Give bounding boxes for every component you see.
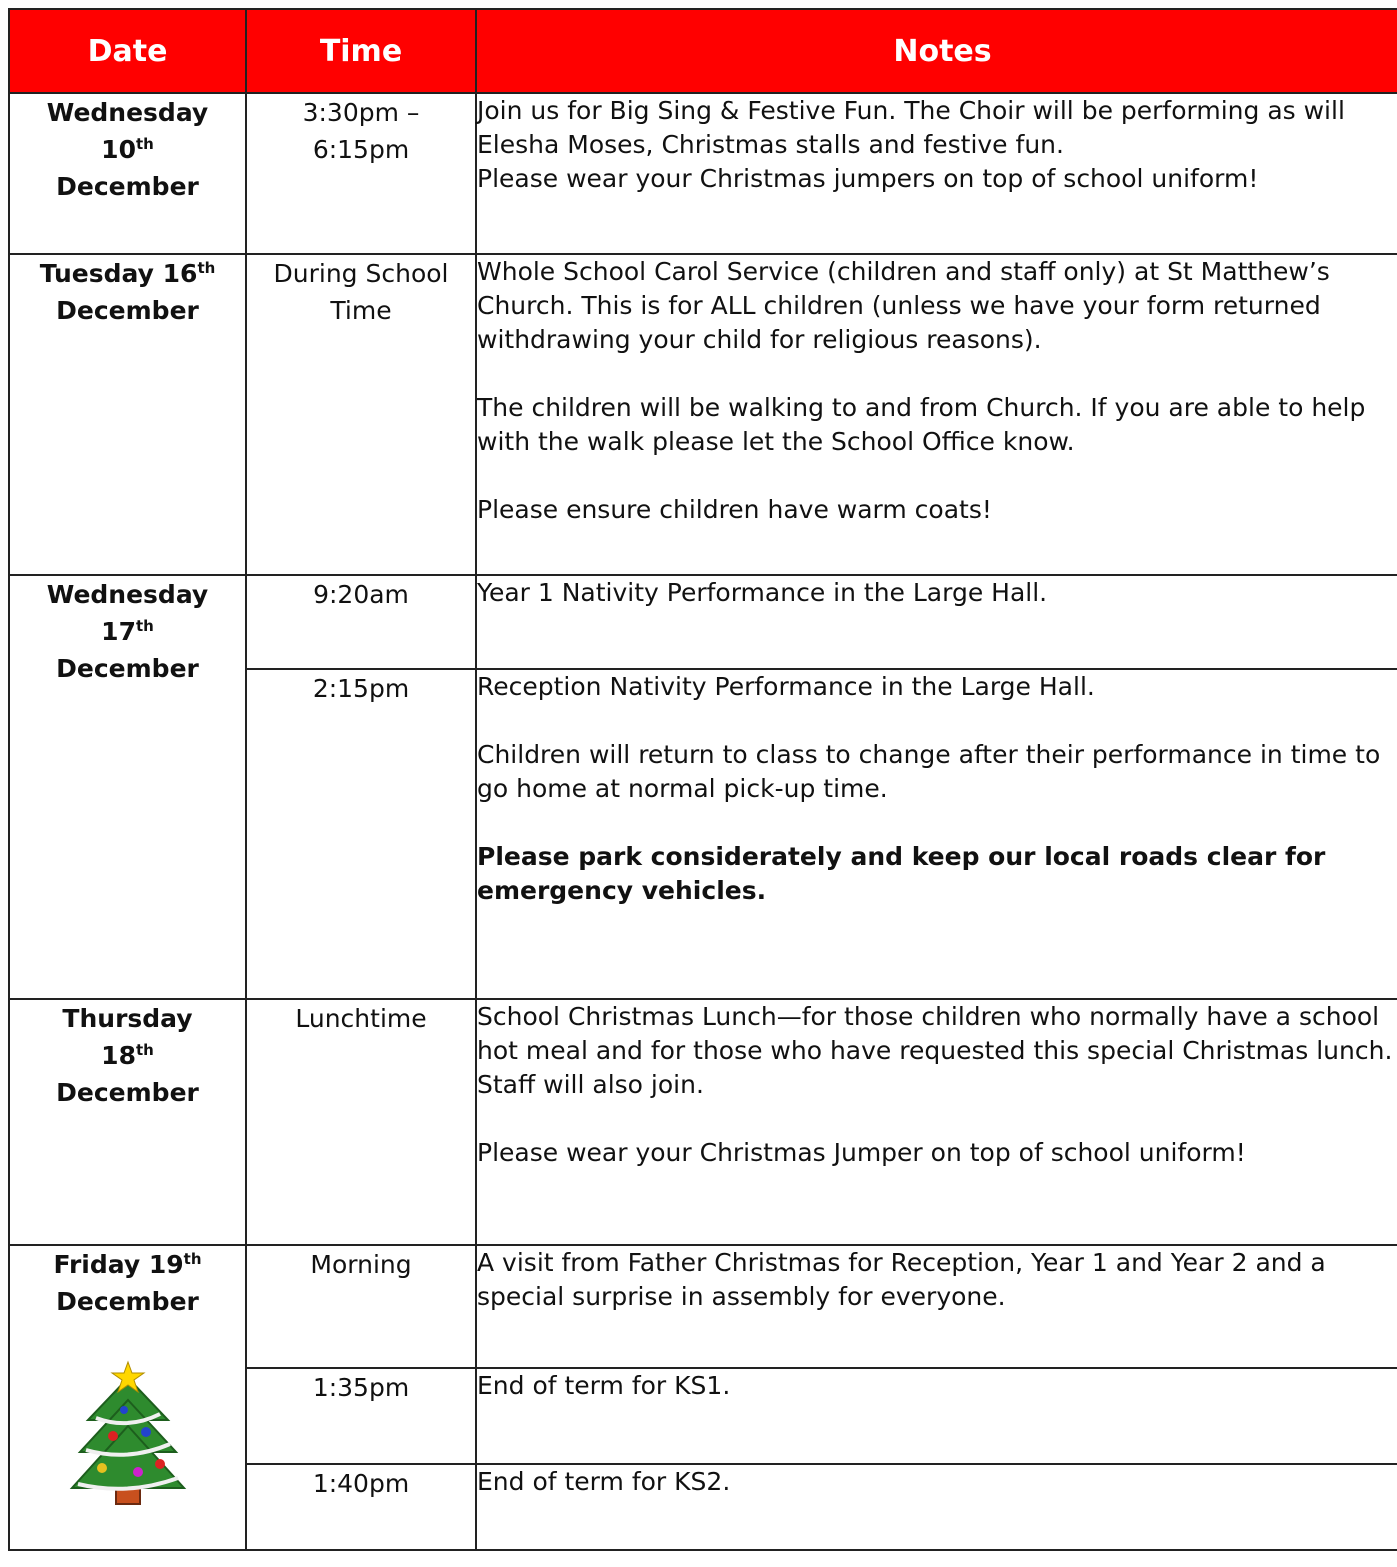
notes-cell — [476, 999, 1397, 1245]
schedule-table — [8, 8, 1397, 1551]
note-text: A visit from Father Christmas for Reception, Year 1 and Year 2 and a special surprise in assembly for everyone. — [477, 1248, 1326, 1311]
time-cell: 1:35pm — [246, 1368, 476, 1464]
date-cell: Friday 19th December — [9, 1245, 246, 1550]
notes-cell — [476, 1368, 1397, 1464]
notes-cell — [476, 669, 1397, 999]
notes-cell — [476, 1245, 1397, 1368]
time-cell: During School Time — [246, 254, 476, 575]
event-row — [9, 999, 1397, 1245]
note-text: Year 1 Nativity Performance in the Large Hall. — [477, 578, 1048, 607]
date-cell: Tuesday 16th December — [9, 254, 246, 575]
event-row — [9, 575, 1397, 669]
time-cell: 9:20am — [246, 575, 476, 669]
notes-cell — [476, 575, 1397, 669]
note-text: Join us for Big Sing & Festive Fun. The Choir will be performing as will Elesha Moses, Christmas stalls and festive fun. Please wear your Christmas jumpers on top of school uniform! — [477, 96, 1345, 193]
note-text: End of term for KS2. — [477, 1467, 731, 1496]
note-text: Children will return to class to change after their performance in time to go home at normal pick-up time. — [477, 740, 1381, 803]
note-text: Whole School Carol Service (children and staff only) at St Matthew’s Church. This is for ALL children (unless we have your form returned withdrawing your child for religious reasons). — [477, 257, 1330, 354]
note-text: Reception Nativity Performance in the Large Hall. — [477, 672, 1095, 701]
christmas-tree-icon — [68, 1360, 188, 1510]
date-cell: Wednesday 17th December — [9, 575, 246, 999]
time-cell: 3:30pm – 6:15pm — [246, 93, 476, 254]
date-cell: Wednesday 10th December — [9, 93, 246, 254]
note-text: Please wear your Christmas Jumper on top of school uniform! — [477, 1138, 1246, 1167]
note-text: School Christmas Lunch—for those children who normally have a school hot meal and for those who have requested this special Christmas lunch. Staff will also join. — [477, 1002, 1393, 1099]
time-cell: 2:15pm — [246, 669, 476, 999]
header-notes: Notes — [476, 9, 1397, 93]
event-row — [9, 93, 1397, 254]
date-cell: Thursday 18th December — [9, 999, 246, 1245]
header-date: Date — [9, 9, 246, 93]
note-text: Please ensure children have warm coats! — [477, 495, 992, 524]
time-cell: 1:40pm — [246, 1464, 476, 1550]
note-bold-text: Please park considerately and keep our local roads clear for emergency vehicles. — [477, 842, 1326, 905]
notes-cell — [476, 254, 1397, 575]
time-cell: Morning — [246, 1245, 476, 1368]
notes-cell — [476, 1464, 1397, 1550]
notes-cell — [476, 93, 1397, 254]
note-text: The children will be walking to and from Church. If you are able to help with the walk please let the School Office know. — [477, 393, 1366, 456]
note-text: End of term for KS1. — [477, 1371, 731, 1400]
header-time: Time — [246, 9, 476, 93]
event-row — [9, 1245, 1397, 1368]
event-row — [9, 254, 1397, 575]
time-cell: Lunchtime — [246, 999, 476, 1245]
header-row — [9, 9, 1397, 93]
